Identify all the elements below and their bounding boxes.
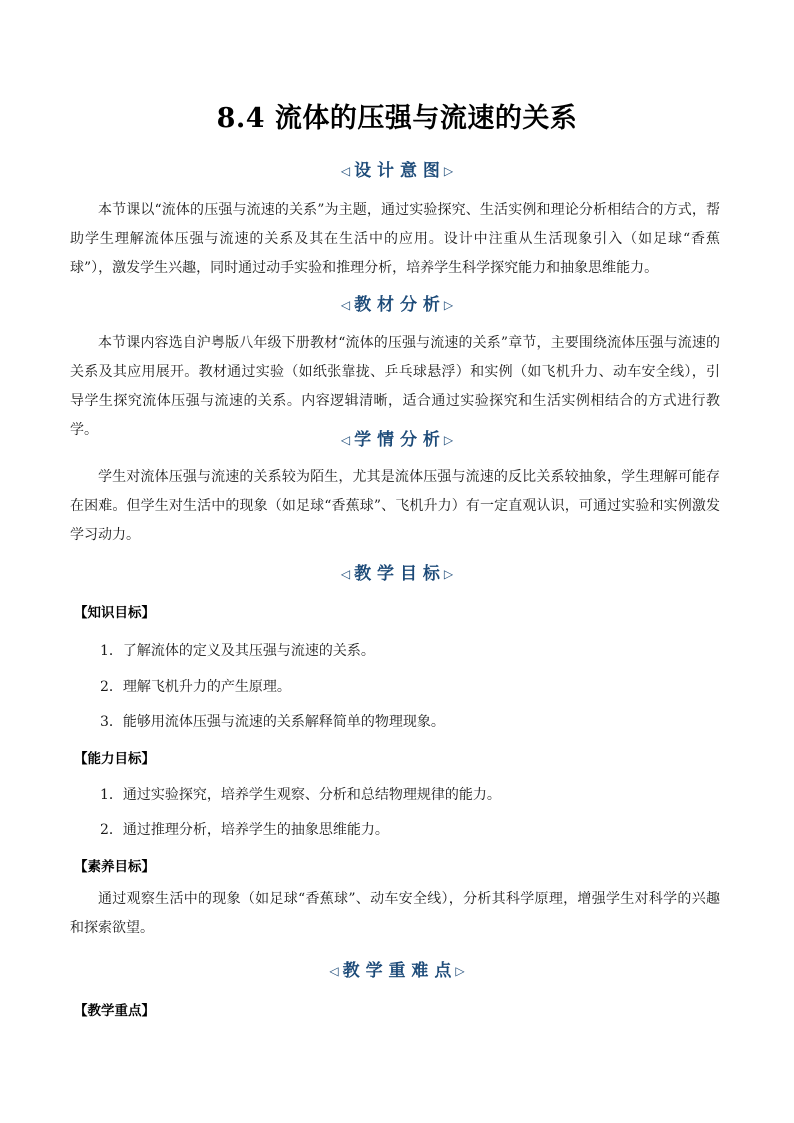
triangle-left-icon: ◁ bbox=[340, 566, 351, 581]
triangle-right-icon: ▷ bbox=[443, 432, 454, 447]
triangle-left-icon: ◁ bbox=[340, 432, 351, 447]
list-item: 1．了解流体的定义及其压强与流速的关系。 bbox=[100, 643, 375, 659]
triangle-left-icon: ◁ bbox=[340, 297, 351, 312]
section-heading-goals: ◁ 教 学 目 标 ▷ bbox=[340, 564, 454, 584]
list-item: 2．通过推理分析，培养学生的抽象思维能力。 bbox=[100, 822, 389, 838]
triangle-left-icon: ◁ bbox=[329, 963, 339, 978]
page-title: 8.4 流体的压强与流速的关系 bbox=[216, 103, 578, 134]
teaching-focus-label: 【教学重点】 bbox=[74, 1003, 155, 1019]
list-item: 2．理解飞机升力的产生原理。 bbox=[100, 679, 291, 695]
section-heading-design: ◁ 设 计 意 图 ▷ bbox=[340, 161, 454, 181]
ability-goals-label: 【能力目标】 bbox=[74, 751, 155, 767]
knowledge-goals-label: 【知识目标】 bbox=[74, 605, 155, 621]
section-heading-textbook: ◁ 教 材 分 析 ▷ bbox=[340, 295, 454, 315]
triangle-right-icon: ▷ bbox=[443, 297, 454, 312]
textbook-paragraph: 本节课内容选自沪粤版八年级下册教材“流体的压强与流速的关系”章节，主要围绕流体压强与流速的关系及其应用展开。教材通过实验（如纸张靠拢、乒乓球悬浮）和实例（如飞机升力、动车安全线），引导学生探究流体压强与流速的关系。内容逻辑清晰，适合通过实验探究和生活实例相结合的方式进行教学。 bbox=[70, 335, 720, 438]
list-item: 1．通过实验探究，培养学生观察、分析和总结物理规律的能力。 bbox=[100, 787, 501, 803]
section-heading-keypoints: ◁ 教 学 重 难 点 ▷ bbox=[329, 961, 465, 981]
triangle-right-icon: ▷ bbox=[443, 566, 454, 581]
design-paragraph: 本节课以“流体的压强与流速的关系”为主题，通过实验探究、生活实例和理论分析相结合的方式，帮助学生理解流体压强与流速的关系及其在生活中的应用。设计中注重从生活现象引入（如足球“香蕉球”），激发学生兴趣，同时通过动手实验和推理分析，培养学生科学探究能力和抽象思维能力。 bbox=[70, 202, 720, 276]
learner-paragraph: 学生对流体压强与流速的关系较为陌生，尤其是流体压强与流速的反比关系较抽象，学生理解可能存在困难。但学生对生活中的现象（如足球“香蕉球”、飞机升力）有一定直观认识，可通过实验和实例激发学习动力。 bbox=[70, 469, 720, 543]
triangle-right-icon: ▷ bbox=[443, 163, 454, 178]
section-heading-learner: ◁ 学 情 分 析 ▷ bbox=[340, 430, 454, 450]
triangle-left-icon: ◁ bbox=[340, 163, 351, 178]
triangle-right-icon: ▷ bbox=[455, 963, 465, 978]
list-item: 3．能够用流体压强与流速的关系解释简单的物理现象。 bbox=[100, 714, 445, 730]
literacy-paragraph: 通过观察生活中的现象（如足球“香蕉球”、动车安全线），分析其科学原理，增强学生对科学的兴趣和探索欲望。 bbox=[70, 891, 720, 936]
literacy-goals-label: 【素养目标】 bbox=[74, 859, 155, 875]
